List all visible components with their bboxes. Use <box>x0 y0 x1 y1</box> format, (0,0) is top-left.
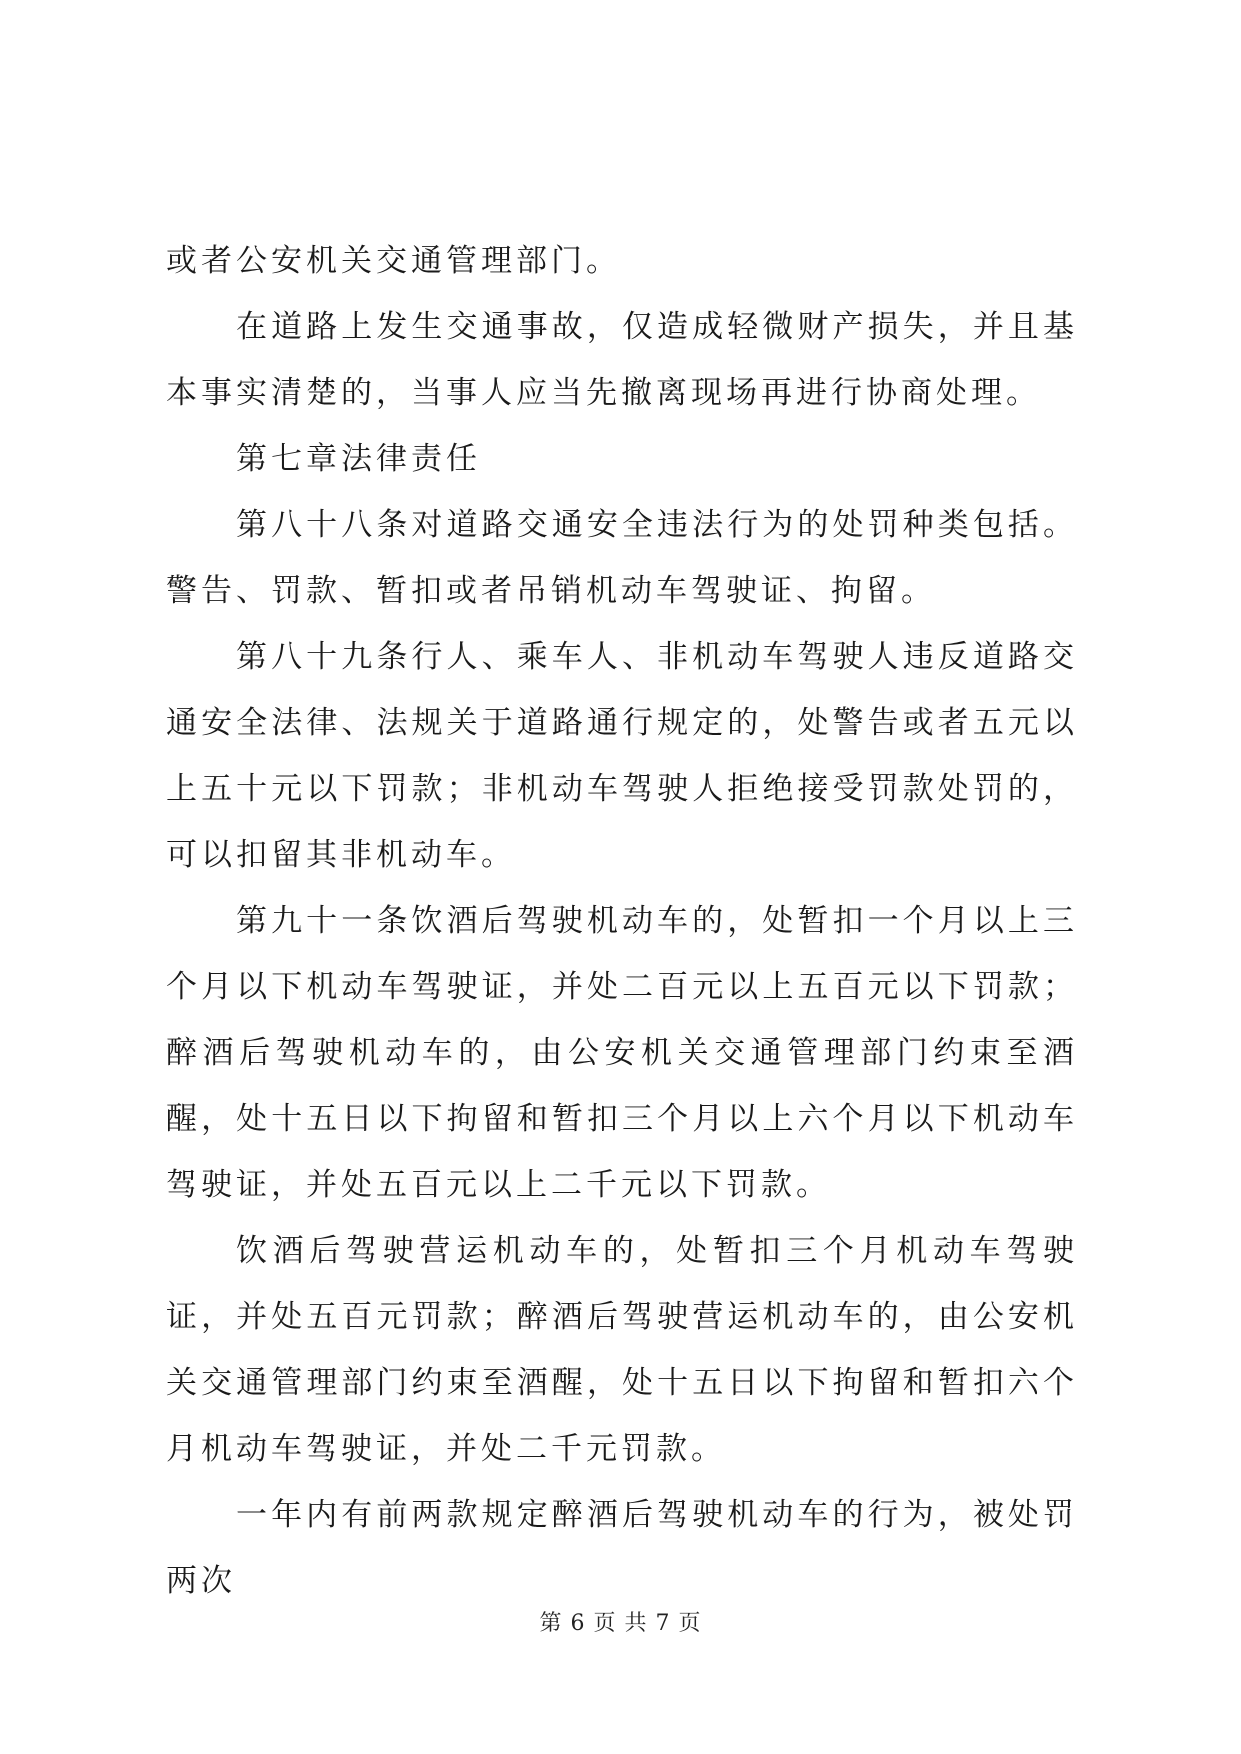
paragraph-repeat-offense: 一年内有前两款规定醉酒后驾驶机动车的行为，被处罚两次 <box>166 1497 1078 1599</box>
paragraph-commercial-vehicle: 饮酒后驾驶营运机动车的，处暂扣三个月机动车驾驶证，并处五百元罚款；醉酒后驾驶营运机动车的，由公安机关交通管理部门约束至酒醒，处十五日以下拘留和暂扣六个月机动车驾驶证，并处二千元罚款。 <box>166 1233 1078 1467</box>
paragraph-article-89: 第八十九条行人、乘车人、非机动车驾驶人违反道路交通安全法律、法规关于道路通行规定的，处警告或者五元以上五十元以下罚款；非机动车驾驶人拒绝接受罚款处罚的，可以扣留其非机动车。 <box>166 639 1078 873</box>
paragraph-article-88: 第八十八条对道路交通安全违法行为的处罚种类包括。警告、罚款、暂扣或者吊销机动车驾驶证、拘留。 <box>166 507 1078 609</box>
page-number-footer: 第 6 页 共 7 页 <box>539 1611 702 1636</box>
paragraph-article-91: 第九十一条饮酒后驾驶机动车的，处暂扣一个月以上三个月以下机动车驾驶证，并处二百元以上五百元以下罚款；醉酒后驾驶机动车的，由公安机关交通管理部门约束至酒醒，处十五日以下拘留和暂扣三个月以上六个月以下机动车驾驶证，并处五百元以上二千元以下罚款。 <box>166 903 1078 1203</box>
chapter-heading: 第七章法律责任 <box>236 441 481 477</box>
paragraph-traffic-accident: 在道路上发生交通事故，仅造成轻微财产损失，并且基本事实清楚的，当事人应当先撤离现场再进行协商处理。 <box>166 309 1078 411</box>
document-body <box>166 228 1078 1614</box>
paragraph-continuation: 或者公安机关交通管理部门。 <box>166 243 621 279</box>
